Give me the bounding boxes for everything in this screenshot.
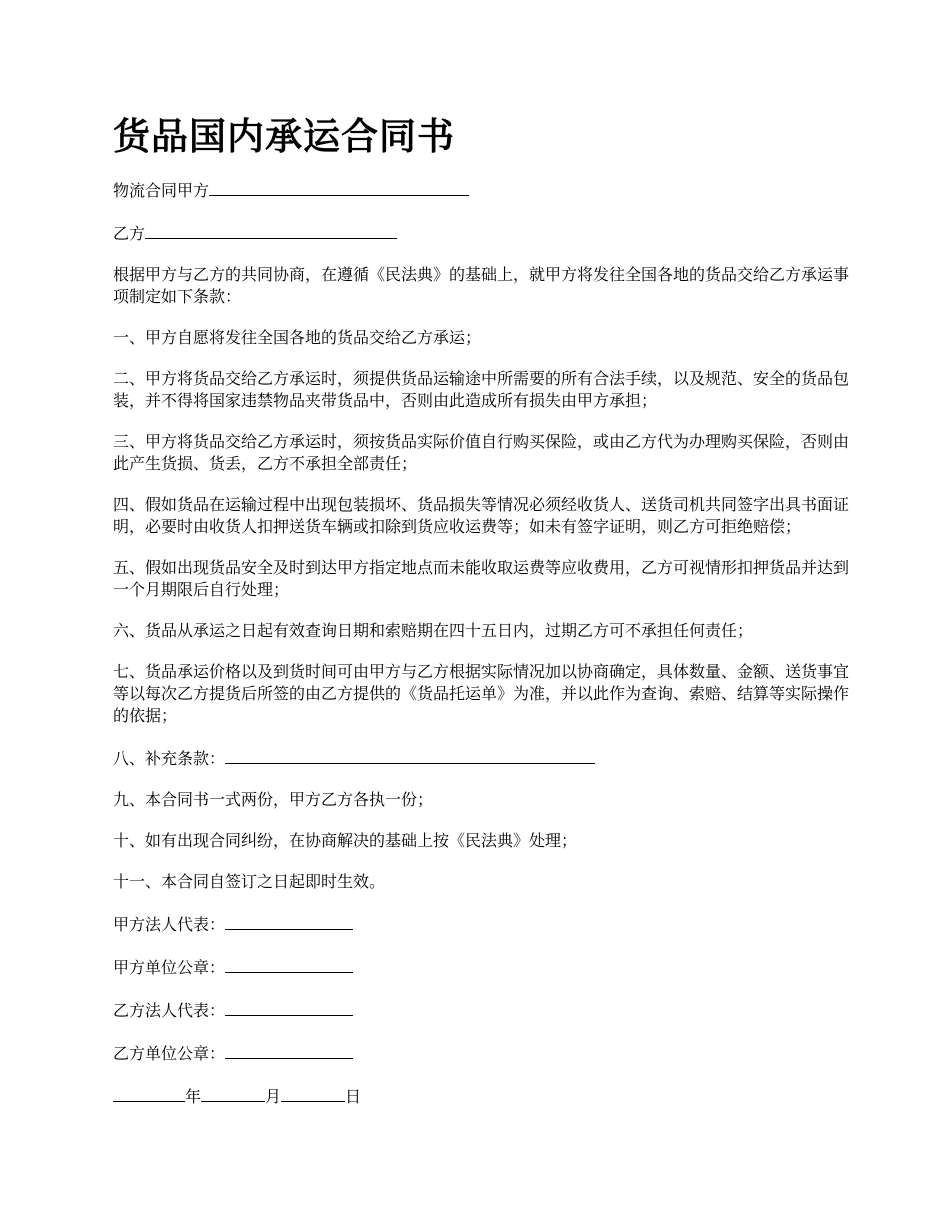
sig-a-seal-line	[113, 955, 853, 979]
intro-paragraph: 根据甲方与乙方的共同协商，在遵循《民法典》的基础上，就甲方将发往全国各地的货品交给乙方承运事项制定如下条款：	[113, 265, 850, 306]
clause-1: 一、甲方自愿将发往全国各地的货品交给乙方承运；	[113, 328, 482, 347]
day-blank	[281, 1084, 345, 1102]
clause-5: 五、假如出现货品安全及时到达甲方指定地点而未能收取运费等应收费用，乙方可视情形扣押货品并达到一个月期限后自行处理；	[113, 558, 850, 599]
sig-a-rep-blank	[225, 912, 353, 930]
sig-a-rep-label: 甲方法人代表：	[113, 915, 226, 934]
clause-7: 七、货品承运价格以及到货时间可由甲方与乙方根据实际情况加以协商确定，具体数量、金额、送货事宜等以每次乙方提货后所签的由乙方提供的《货品托运单》为准，并以此作为查询、索赔、结算等实际操作的依据；	[113, 662, 850, 725]
sig-a-seal-label: 甲方单位公章：	[113, 958, 226, 977]
sig-b-rep-blank	[225, 998, 353, 1016]
party-b-blank	[145, 221, 397, 239]
sig-b-rep-label: 乙方法人代表：	[113, 1001, 226, 1020]
party-a-line	[113, 178, 853, 202]
clause-8-blank	[225, 746, 595, 764]
contract-page	[113, 108, 853, 1127]
party-b-label: 乙方	[113, 224, 146, 243]
party-b-line	[113, 221, 853, 245]
clause-8-line	[113, 746, 853, 770]
sig-b-seal-label: 乙方单位公章：	[113, 1044, 226, 1063]
year-label: 年	[185, 1087, 202, 1106]
month-label: 月	[265, 1087, 282, 1106]
party-a-blank	[209, 178, 469, 196]
date-line	[113, 1084, 853, 1108]
party-a-label: 物流合同甲方	[113, 181, 210, 200]
sig-b-rep-line	[113, 998, 853, 1022]
clause-6: 六、货品从承运之日起有效查询日期和索赔期在四十五日内，过期乙方可不承担任何责任；	[113, 621, 754, 640]
sig-b-seal-line	[113, 1041, 853, 1065]
month-blank	[201, 1084, 265, 1102]
clause-9: 九、本合同书一式两份，甲方乙方各执一份；	[113, 790, 434, 809]
clause-2: 二、甲方将货品交给乙方承运时，须提供货品运输途中所需要的所有合法手续，以及规范、安全的货品包装，并不得将国家违禁物品夹带货品中，否则由此造成所有损失由甲方承担；	[113, 369, 850, 410]
clause-8-label: 八、补充条款：	[113, 749, 226, 768]
sig-a-rep-line	[113, 912, 853, 936]
sig-a-seal-blank	[225, 955, 353, 973]
day-label: 日	[345, 1087, 362, 1106]
year-blank	[113, 1084, 185, 1102]
clause-10: 十、如有出现合同纠纷，在协商解决的基础上按《民法典》处理；	[113, 831, 578, 850]
clause-3: 三、甲方将货品交给乙方承运时，须按货品实际价值自行购买保险，或由乙方代为办理购买保险，否则由此产生货损、货丢，乙方不承担全部责任；	[113, 432, 850, 473]
clause-11: 十一、本合同自签订之日起即时生效。	[113, 872, 386, 891]
document-title: 货品国内承运合同书	[113, 114, 455, 158]
sig-b-seal-blank	[225, 1041, 353, 1059]
clause-4: 四、假如货品在运输过程中出现包装损坏、货品损失等情况必须经收货人、送货司机共同签字出具书面证明，必要时由收货人扣押送货车辆或扣除到货应收运费等；如未有签字证明，则乙方可拒绝赔偿；	[113, 495, 850, 536]
